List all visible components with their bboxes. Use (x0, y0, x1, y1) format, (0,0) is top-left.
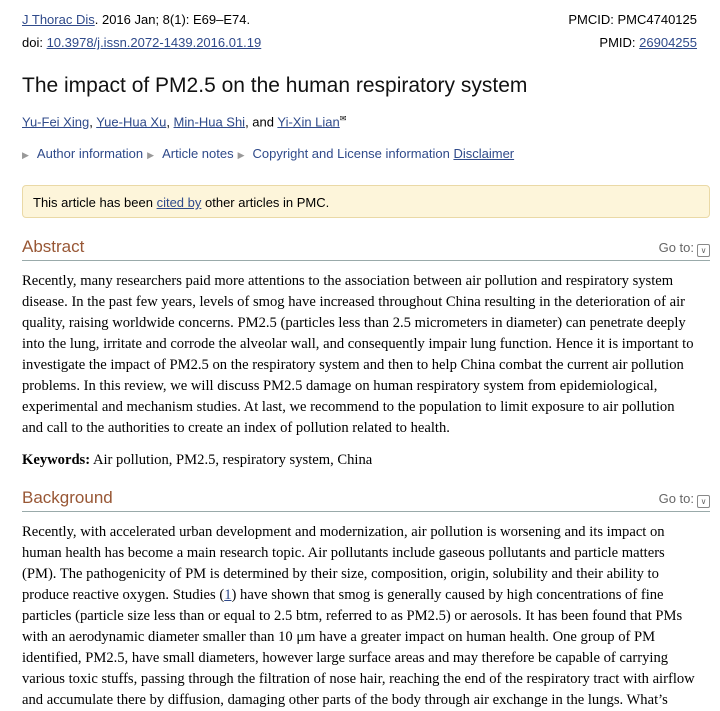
mail-icon[interactable]: ✉ (339, 114, 347, 123)
text: produce reactive oxygen. Studies ( (22, 587, 225, 603)
copyright-toggle[interactable]: Copyright and License information (252, 146, 450, 161)
triangle-right-icon: ▶ (147, 150, 155, 160)
background-text (22, 522, 695, 711)
goto-menu[interactable] (659, 491, 710, 508)
author-link[interactable]: Yu-Fei Xing (22, 114, 90, 130)
text-line: identified, PM2.5, have small diameters, however large surface areas and may therefore be capable of carrying (22, 650, 669, 666)
section-heading: Abstract (22, 237, 85, 256)
chevron-down-icon[interactable]: ∨ (697, 495, 710, 508)
text-line: various toxic stuffs, passing through the filtration of nose hair, reaching the end of the respiratory tract with airflow (22, 671, 695, 687)
text-line: Recently, with accelerated urban development and modernization, air pollution is worsening and its impact on (22, 524, 665, 540)
text-line: disease. In the past few years, levels of smog have increased throughout China resulting in the deterioration of air (22, 294, 686, 310)
doi-label: doi: (22, 35, 47, 50)
cited-by-notice (22, 185, 710, 218)
text-line (22, 585, 695, 606)
journal-link[interactable]: J Thorac Dis (22, 12, 95, 27)
separator: , (89, 114, 97, 130)
text-line: Recently, many researchers paid more attentions to the association between air pollution and respiratory system (22, 273, 674, 289)
article-notes-bar (22, 146, 514, 161)
citation-line (22, 12, 250, 27)
text: ) have shown that smog is generally caused by high concentrations of fine (231, 587, 664, 603)
goto-menu[interactable] (659, 240, 710, 257)
text-line: into the lung, irritate and corrode the alveolar wall, and consequently impair lung function. Hence it is important to (22, 336, 694, 352)
pmid-label: PMID: (599, 35, 640, 50)
author-link[interactable]: Min-Hua Shi (173, 114, 246, 130)
text-line: investigate the impact of PM2.5 on the respiratory system and then to help China combat the current air pollution (22, 357, 684, 373)
abstract-header (22, 236, 710, 261)
author-link[interactable]: Yi-Xin Lian (277, 114, 340, 130)
notice-text: This article has been (33, 195, 157, 210)
pmid-line (599, 35, 697, 50)
separator: , and (245, 114, 278, 130)
doi-link[interactable]: 10.3978/j.issn.2072-1439.2016.01.19 (46, 35, 262, 50)
author-list (22, 114, 346, 129)
text-line: with an aerodynamic diameter smaller than 10 μm have a greater impact on human health. One group of PM (22, 629, 656, 645)
citation-details: . 2016 Jan; 8(1): E69–E74. (94, 12, 251, 27)
notice-text: other articles in PMC. (201, 195, 330, 210)
text-line: experimental and mechanism studies. At last, we recommend to the population to limit exposure to air pollution (22, 399, 675, 415)
pmid-link[interactable]: 26904255 (639, 35, 697, 50)
doi-line (22, 35, 261, 50)
text-line: and call to the authorities to create an index of pollution related to health. (22, 420, 450, 436)
background-header (22, 487, 710, 512)
keywords (22, 450, 372, 471)
goto-label: Go to: (658, 491, 694, 506)
text-line: and accumulate there by diffusion, damaging other parts of the body through air exchange in the lungs. What’s (22, 692, 668, 708)
reference-link[interactable]: 1 (224, 587, 232, 603)
abstract-text (22, 271, 694, 439)
keywords-label: Keywords: (22, 452, 91, 468)
text-line: particles (particle size less than or equal to 2.5 btm, referred to as PM2.5) or aerosols. It has been found that PMs (22, 608, 683, 624)
disclaimer-link[interactable]: Disclaimer (453, 146, 515, 161)
text-line: human health has become a main research topic. Air pollutants include gaseous pollutants and particle matters (22, 545, 665, 561)
article-title: The impact of PM2.5 on the human respiratory system (22, 74, 528, 97)
author-information-toggle[interactable]: Author information (36, 146, 144, 161)
triangle-right-icon: ▶ (22, 150, 29, 160)
article-notes-toggle[interactable]: Article notes (162, 146, 234, 161)
text-line: problems. In this review, we will discuss PM2.5 damage on human respiratory system from epidemiological, (22, 378, 658, 394)
cited-by-link[interactable]: cited by (156, 195, 202, 210)
pmcid: PMCID: PMC4740125 (568, 12, 697, 27)
text-line: (PM). The pathogenicity of PM is determined by their size, composition, origin, solubility and their ability to (22, 566, 659, 582)
triangle-right-icon: ▶ (237, 150, 245, 160)
goto-label: Go to: (658, 240, 694, 255)
text-line: quality, raising worldwide concerns. PM2.5 (particles less than 2.5 micrometers in diameter) can penetrate deeply (22, 315, 686, 331)
section-heading: Background (22, 488, 113, 507)
author-link[interactable]: Yue-Hua Xu (96, 114, 167, 130)
separator: , (166, 114, 174, 130)
chevron-down-icon[interactable]: ∨ (697, 244, 710, 257)
keywords-value: Air pollution, PM2.5, respiratory system, China (90, 452, 373, 468)
